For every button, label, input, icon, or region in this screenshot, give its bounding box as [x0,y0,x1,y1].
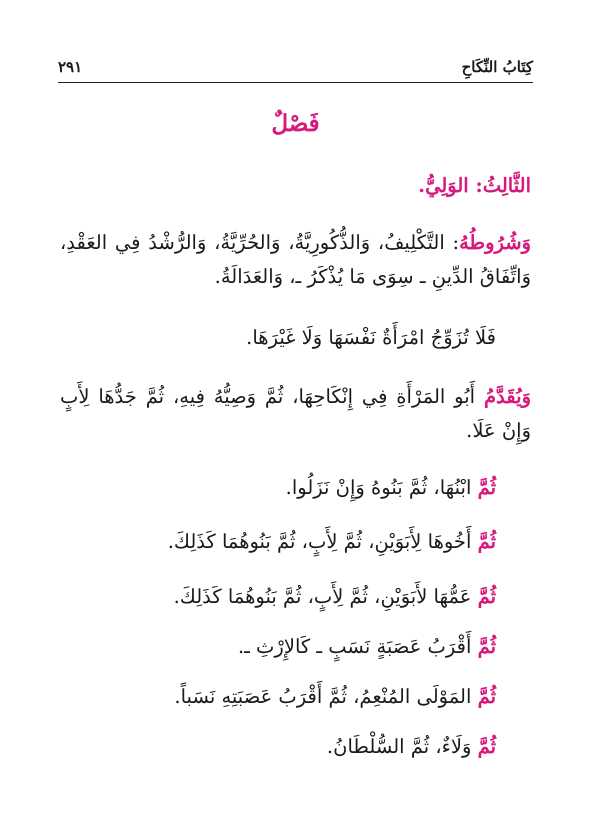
then-keyword: ثُمَّ [477,585,496,608]
order-line-6 [60,735,496,758]
running-header [58,56,533,83]
order-text-2: أَخُوهَا لِأَبَوَيْنِ، ثُمَّ لِأَبٍ، ثُمَّ بَنُوهُمَا كَذَلِكَ. [167,530,478,553]
heading-line [60,174,531,197]
then-keyword: ثُمَّ [477,635,496,658]
order-text-3: عَمُّهَا لأَبَوَيْنِ، ثُمَّ لِأَبٍ، ثُمَّ بَنُوهُمَا كَذَلِكَ. [173,585,478,608]
then-keyword: ثُمَّ [477,735,496,758]
page-number: ٢٩١ [58,58,83,76]
section-title: فَصْلٌ [271,110,320,137]
priority-paragraph [60,380,531,448]
heading-colon: : [468,174,483,197]
order-text-1: ابْنُهَا، ثُمَّ بَنُوهُ وَإِنْ نَزَلُوا. [285,476,478,499]
then-keyword: ثُمَّ [477,685,496,708]
heading-label: الثَّالِثُ [482,174,531,197]
order-text-6: وَلَاءٌ، ثُمَّ السُّلْطَانُ. [326,735,478,758]
priority-text: أَبُو المَرْأَةِ فِي إِنْكَاحِهَا، ثُمَّ وَصِيُّهُ فِيهِ، ثُمَّ جَدُّهَا لِأَبٍ وَإِنْ عَلَا. [60,385,531,442]
order-line-3 [60,585,496,608]
order-line-1 [60,476,496,499]
conditions-text: : التَّكْلِيفُ، وَالذُّكُورِيَّةُ، وَالحُرِّيَّةُ، وَالرُّشْدُ فِي العَقْدِ، وَاتِّفَاقُ الدِّينِ ـ سِوَى مَا يُذْكَرُ ـ، وَالعَدَالَةُ. [60,231,531,288]
heading-value: الوَلِيُّ. [418,174,469,197]
order-text-4: أَقْرَبُ عَصَبَةٍ نَسَبٍ ـ كَالإِرْثِ ـ. [237,635,478,658]
marriage-line: فَلَا تُزَوِّجُ امْرَأَةٌ نَفْسَهَا وَلَا غَيْرَهَا. [246,326,496,349]
order-text-5: المَوْلَى المُنْعِمُ، ثُمَّ أَقْرَبُ عَصَبَتِهِ نَسَباً. [174,685,478,708]
conditions-keyword: وَشُرُوطُهُ [459,231,531,254]
order-line-4 [60,635,496,658]
then-keyword: ثُمَّ [477,530,496,553]
then-keyword: ثُمَّ [477,476,496,499]
order-line-5 [60,685,496,708]
header-title: كِتَابُ النِّكَاحِ [461,58,533,76]
order-line-2 [60,530,496,553]
priority-keyword: وَيُقَدَّمُ [483,385,531,408]
conditions-paragraph [60,226,531,294]
